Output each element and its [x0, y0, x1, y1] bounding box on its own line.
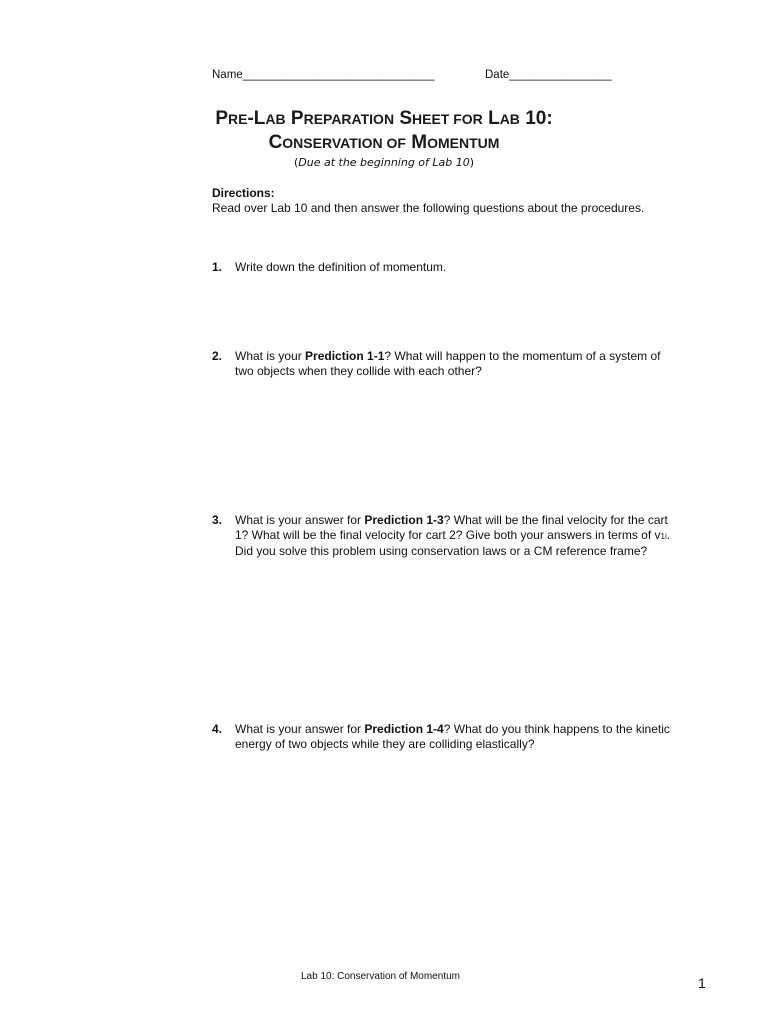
- date-field-line: Date________________: [485, 69, 612, 81]
- title-cap: 10:: [519, 108, 553, 129]
- title-cap: P: [285, 108, 304, 129]
- question-text-part: Write down the definition of momentum.: [235, 260, 447, 274]
- question-text: [235, 722, 672, 752]
- title-small: REPARATION: [303, 111, 395, 127]
- question-4: [212, 722, 672, 752]
- title-cap: M: [405, 132, 428, 153]
- question-text: [235, 513, 672, 559]
- title-cap: -L: [247, 108, 266, 129]
- question-text-part: ? What do you think happens to the kinetic energy of two objects while they are colliding elastically?: [235, 722, 670, 751]
- page-number: 1: [698, 975, 706, 991]
- title-cap: P: [215, 108, 228, 129]
- question-text-part: . Did you solve this problem using conservation laws or a CM reference frame?: [235, 528, 671, 558]
- title-cap: L: [482, 108, 500, 129]
- question-1: [212, 260, 672, 275]
- title-cap: C: [268, 132, 283, 153]
- question-number: 3.: [212, 513, 223, 527]
- question-text: [235, 349, 672, 379]
- question-2: [212, 349, 672, 379]
- page-footer: Lab 10: Conservation of Momentum: [301, 971, 460, 982]
- title-small: HEET FOR: [412, 111, 483, 127]
- question-text-part: ? What will happen to the momentum of a system of two objects when they collide with each other?: [235, 349, 661, 378]
- title-cap: S: [394, 108, 413, 129]
- velocity-subscript: 1i: [660, 532, 667, 541]
- title-small: AB: [499, 111, 520, 127]
- directions-text: Read over Lab 10 and then answer the following questions about the procedures.: [212, 201, 645, 215]
- page-title-line-2: [0, 132, 770, 154]
- directions-heading: Directions:: [212, 186, 275, 200]
- question-3: [212, 513, 672, 559]
- due-note-text: Due at the beginning of Lab 10: [298, 156, 470, 169]
- question-text-part: What is your answer for: [235, 513, 365, 527]
- question-text-part: What is your: [235, 349, 306, 363]
- page-title-line-1: [0, 108, 770, 130]
- question-text: [235, 260, 672, 275]
- question-number: 2.: [212, 349, 223, 363]
- name-field-line: Name______________________________: [212, 69, 435, 81]
- title-small: AB: [265, 111, 286, 127]
- title-small: OMENTUM: [427, 135, 500, 151]
- question-number: 1.: [212, 260, 223, 274]
- prediction-reference: Prediction 1-4: [364, 722, 444, 736]
- due-note: (Due at the beginning of Lab 10): [293, 156, 475, 169]
- prediction-reference: Prediction 1-3: [364, 513, 444, 527]
- title-small: ONSERVATION OF: [282, 135, 406, 151]
- question-text-part: ? What will be the final velocity for the cart 1? What will be the final velocity for cart 2? Give both your answers in terms of v: [235, 513, 668, 542]
- question-number: 4.: [212, 722, 223, 736]
- prediction-reference: Prediction 1-1: [305, 349, 385, 363]
- question-text-part: What is your answer for: [235, 722, 365, 736]
- title-small: RE: [228, 111, 248, 127]
